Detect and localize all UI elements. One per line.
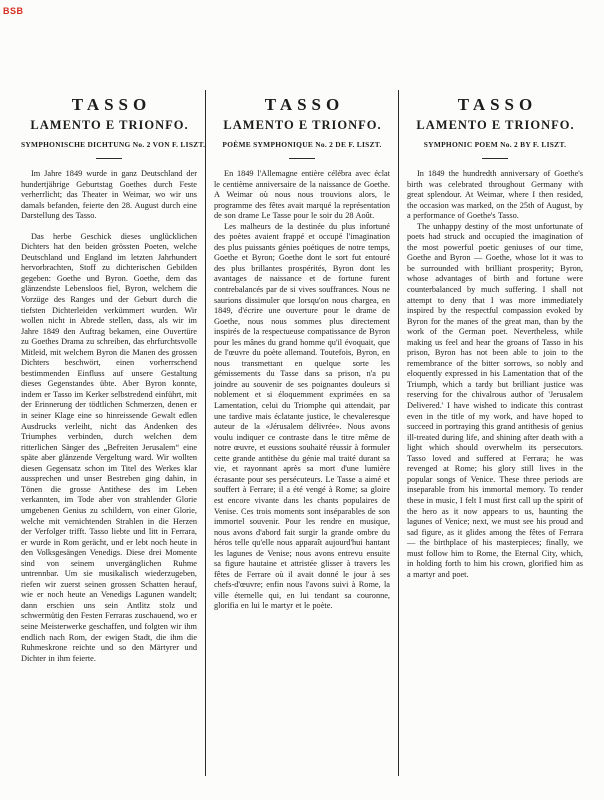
section-divider-rule <box>482 158 508 159</box>
paragraph: Les malheurs de la destinée du plus infortuné des poètes avaient frappé et occupé l'imagination des plus puissants génies poétiques de notre temps, Goethe et Byron; Goethe dont le sort fut entouré des plus brillantes prospérités, Byron dont les avantages de naissance et de fortune furent contrebalancés par de si vives souffrances. Nous ne saurions dissimuler que lorsqu'on nous chargea, en 1849, d'écrire une ouverture pour le drame de Goethe, nous nous sommes plus directement inspirés de la respectueuse compatissance de Byron pour les mânes du grand homme qu'il évoquait, que de l'œuvre du poète allemand. Toutefois, Byron, en nous transmettant en quelque sorte les gémissements du Tasse dans sa prison, n'a pu joindre au souvenir de ses poignantes douleurs si noblement et si éloquemment exprimées en sa Lamentation, celui du Triomphe qui attendait, par une tardive mais éclatante justice, le chevaleresque auteur de la «Jérusalem délivrée». Nous avons voulu indiquer ce contraste dans le titre même de notre œuvre, et eussions souhaité réussir à formuler cette grande antithèse du génie mal traité durant sa vie, et rayonnant après sa mort d'une lumière écrasante pour ses persécuteurs. Le Tasse a aimé et souffert à Ferrare; il a été vengé à Rome; sa gloire est encore vivante dans les chants populaires de Venise. Ces trois moments sont inséparables de son immortel souvenir. Pour les rendre en musique, nous avons d'abord fait surgir la grande ombre du héros telle qu'elle nous apparaît aujourd'hui hantant les lagunes de Venise; nous avons entrevu ensuite sa figure hautaine et attristée glisser à travers les fêtes de Ferrare où il avait donné le jour à ses chefs-d'œuvre; enfin nous l'avons suivi à Rome, la ville éternelle qui, en lui tendant sa couronne, glorifia en lui le martyr et le poète. <box>214 221 390 611</box>
column-subtitle: LAMENTO E TRIONFO. <box>223 118 382 132</box>
library-stamp: BSB <box>3 6 24 16</box>
section-divider-rule <box>96 158 122 159</box>
column-title: TASSO <box>71 95 152 114</box>
paragraph: Im Jahre 1849 wurde in ganz Deutschland der hundertjährige Geburtstag Goethes durch Feste verherrlicht; das Theater in Weimar, wo wir uns damals befanden, feierte den 28. August durch eine Darstellung des Tasso. <box>21 169 197 221</box>
column-byline: SYMPHONISCHE DICHTUNG No. 2 VON F. LISZT. <box>21 140 206 149</box>
paragraph: The unhappy destiny of the most unfortunate of poets had struck and occupied the imagination of the most powerful poetic geniuses of our time, Goethe and Byron — Goethe, whose lot it was to be surrounded with brilliant prosperity; Byron, whose advantages of birth and fortune were counterbalanced by much suffering. I shall not attempt to deny that I was more immediately inspired by the respectful compassion evoked by Byron for the manes of the great man, than by the work of the German poet. Nevertheless, while making us feel and hear the groans of Tasso in his prison, Byron has not been able to join to the remembrance of the bitter sorrows, so nobly and eloquently expressed in his Lamentation that of the Triumph, which a tardy but brilliant justice was reserving for the chivalrous author of 'Jerusalem Delivered.' I have wished to indicate this contrast even in the title of my work, and have hoped to succeed in portraying this grand antithesis of genius ill-treated during life, and shining after death with a light which should overwhelm its persecutors. Tasso loved and suffered at Ferrara; he was revenged at Rome; his glory still lives in the popular songs of Venice. These three periods are inseparable from his immortal memory. To render these in music, I felt I must first call up the spirit of the hero as it now appears to us, haunting the lagunes of Venice; next, we must see his proud and sad figure, as it glides among the fêtes of Ferrara — the birthplace of his masterpieces; finally, we must follow him to Rome, the Eternal City, which, in holding forth to him his crown, glorified him as a martyr and poet. <box>407 221 583 579</box>
column-title: TASSO <box>457 95 538 114</box>
column-subtitle: LAMENTO E TRIONFO. <box>30 118 189 132</box>
paragraph: Das herbe Geschick dieses unglücklichen Dichters hat den beiden grössten Poeten, welche Deutschland und England im letzten Jahrhundert hervorbrachten, Stoff zu dichterischen Gebilden gegeben: Goethe und Byron. Goethe, dem das glänzendste Lebensloos fiel, Byron, welchem die Vorzüge des Ranges und der Geburt durch die tiefsten Dichterleiden verkümmert wurden. Wir wollen nicht in Abrede stellen, dass, als wir im Jahre 1849 den Auftrag bekamen, eine Ouvertüre zu Goethes Drama zu schreiben, das ehrfurchtsvolle Mitleid, mit welchem Byron die Manen des grossen Dichters beschwört, einen vorherrschend bestimmenden Einfluss auf unsere Gestaltung dieses Gegenstandes übte. Aber Byron konnte, indem er Tasso im Kerker selbstredend einführt, mit der Erinnerung der tödtlichen Schmerzen, denen er in seiner Klage eine so hinreissende Gewalt edlen Ausdrucks verleiht, nicht das Andenken des Triumphes verbinden, durch welchen dem ritterlichen Sänger des „Befreiten Jerusalem“ eine späte aber glänzende Vergeltung ward. Wir wollten diesen Gegensatz schon im Titel des Werkes klar aussprechen und unser Bestreben ging dahin, in Tönen die grosse Antithese des im Leben verkannten, im Tode aber von strahlender Glorie umgebenen Genius zu schildern, von einer Glorie, welche mit vernichtenden Strahlen in die Herzen der Verfolger trifft. Tasso liebte und litt in Ferrara, er wurde in Rom gerächt, und er lebt noch heute in den Volksgesängen Venedigs. Diese drei Momente sind von seinem unvergänglichen Ruhme untrennbar. Um sie musikalisch wiederzugeben, riefen wir zuerst seinen grossen Schatten herauf, wie er noch heute an Venedigs Lagunen wandelt; dann erschien uns sein Antlitz stolz und schwermütig den Festen Ferraras zuschauend, wo er seine Meisterwerke geschaffen, und folgten wir ihm endlich nach Rom, der ewigen Stadt, die ihm die Ruhmeskrone reichte und so den Märtyrer und Dichter in ihm feierte. <box>21 231 197 663</box>
column-body <box>21 169 197 664</box>
column-byline: SYMPHONIC POEM No. 2 BY F. LISZT. <box>423 140 567 149</box>
three-column-layout <box>13 90 591 776</box>
column-byline: POÈME SYMPHONIQUE No. 2 DE F. LISZT. <box>222 140 382 149</box>
column-english <box>398 90 591 776</box>
column-body <box>407 169 583 580</box>
paragraph: En 1849 l'Allemagne entière célébra avec éclat le centième anniversaire de la naissance de Goethe. A Weimar où nous nous trouvions alors, le programme des fêtes avait marqué la représentation de son drame Le Tasse pour le soir du 28 Août. <box>214 169 390 221</box>
column-subtitle: LAMENTO E TRIONFO. <box>416 118 575 132</box>
section-divider-rule <box>289 158 315 159</box>
column-french <box>205 90 398 776</box>
paragraph: In 1849 the hundredth anniversary of Goethe's birth was celebrated throughout Germany with great splendour. At Weimar, where I then resided, the occasion was marked, on the 25th of August, by a performance of Goethe's Tasso. <box>407 169 583 221</box>
column-body <box>214 169 390 612</box>
column-title: TASSO <box>264 95 345 114</box>
column-german <box>13 90 205 776</box>
